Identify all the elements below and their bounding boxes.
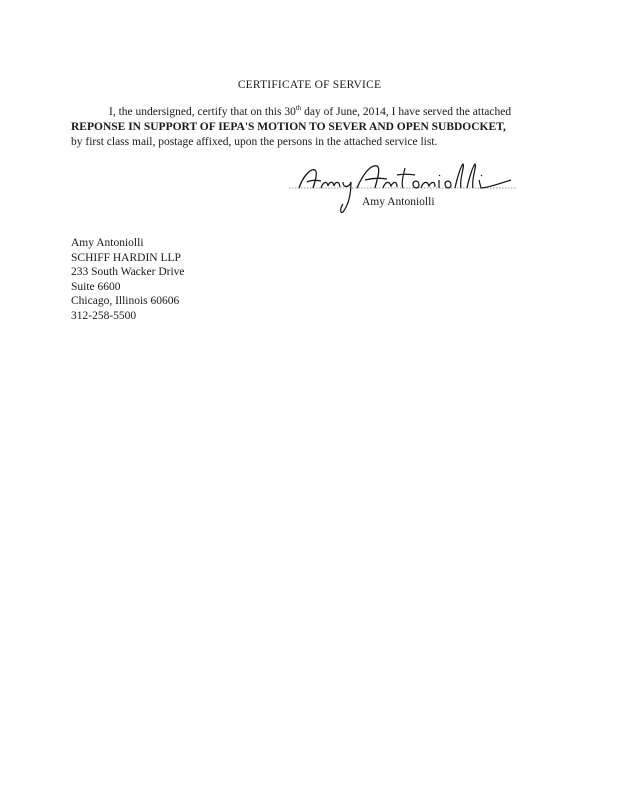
address-city: Chicago, Illinois 60606 — [71, 295, 180, 308]
certificate-line-1-post: day of June, 2014, I have served the attached — [301, 106, 512, 118]
certificate-line-1 — [71, 105, 551, 120]
certificate-line-3: by first class mail, postage affixed, upon the persons in the attached service list. — [71, 136, 438, 148]
served-document-title: REPONSE IN SUPPORT OF IEPA'S MOTION TO SEVER AND OPEN SUBDOCKET, — [71, 121, 506, 133]
address-suite: Suite 6600 — [71, 280, 121, 293]
address-phone: 312-258-5500 — [71, 309, 137, 322]
certificate-body — [71, 105, 551, 150]
signer-address-block — [71, 236, 185, 324]
address-street: 233 South Wacker Drive — [71, 266, 185, 279]
address-name: Amy Antoniolli — [71, 237, 144, 249]
date-ordinal-suffix: th — [295, 104, 302, 113]
document-title: CERTIFICATE OF SERVICE — [237, 79, 382, 91]
certificate-line-1-pre: I, the undersigned, certify that on this 30 — [109, 106, 296, 118]
signer-printed-name: Amy Antoniolli — [362, 196, 435, 208]
handwritten-signature-icon — [285, 158, 525, 218]
signature — [285, 158, 525, 218]
address-firm: SCHIFF HARDIN LLP — [71, 251, 181, 264]
